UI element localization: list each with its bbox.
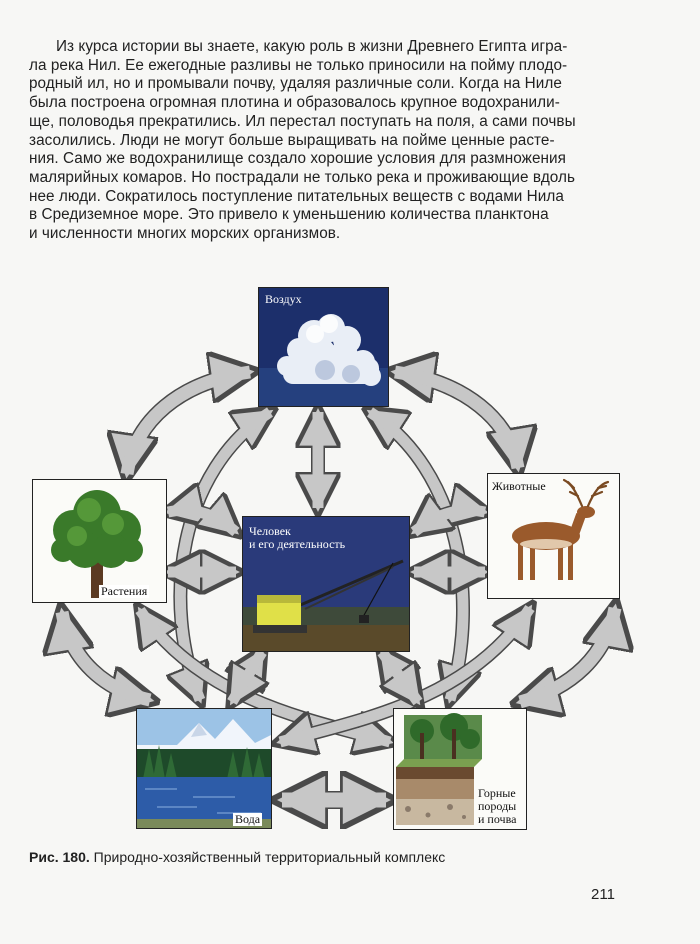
node-label bbox=[249, 525, 345, 551]
figure-caption-text: Природно-хозяйственный территориальный комплекс bbox=[93, 849, 446, 865]
paragraph-line: ния. Само же водохранилище создало хорошие условия для размножения bbox=[29, 150, 566, 168]
paragraph-line: и численности многих морских организмов. bbox=[29, 225, 341, 243]
node-plants bbox=[32, 479, 167, 603]
page-number: 211 bbox=[591, 886, 615, 903]
figure-number: Рис. 180. bbox=[29, 849, 90, 865]
paragraph-line: была построена огромная плотина и образовалось крупное водохранили- bbox=[29, 94, 560, 112]
paragraph-line: ла река Нил. Ее ежегодные разливы не только приносили на пойму плодо- bbox=[29, 56, 568, 74]
arrow-air-plants bbox=[127, 372, 250, 474]
node-label: Животные bbox=[492, 479, 546, 493]
paragraph-line: малярийных комаров. Но пострадали не только река и проживающие вдоль bbox=[29, 168, 576, 186]
figure-caption bbox=[29, 849, 445, 865]
node-label-text: Человек и его деятельность bbox=[249, 524, 346, 551]
river-image bbox=[137, 709, 271, 828]
paragraph-line: засолились. Люди не могут больше выращивать на пойме ценные расте- bbox=[29, 131, 555, 149]
node-rocks bbox=[393, 708, 527, 830]
node-human bbox=[242, 516, 410, 652]
arrow-animals-rocks bbox=[520, 608, 615, 702]
paragraph-line: ще, половодья прекратились. Ил перестал поступать на поля, а сами почвы bbox=[29, 112, 576, 130]
paragraph-line: в Средиземное море. Это привело к уменьшению количества планктона bbox=[29, 206, 549, 224]
arrow-plants-water bbox=[62, 612, 150, 700]
node-air bbox=[258, 287, 389, 407]
node-label bbox=[478, 787, 516, 826]
node-label: Растения bbox=[101, 584, 148, 598]
paragraph-line: Из курса истории вы знаете, какую роль в жизни Древнего Египта игра- bbox=[56, 38, 568, 55]
node-animals bbox=[487, 473, 620, 599]
node-label-text: Горные породы и почва bbox=[478, 786, 517, 826]
arrow-human-rocks bbox=[382, 652, 418, 702]
node-water bbox=[136, 708, 272, 829]
paragraph-line: нее люди. Сократилось поступление питательных веществ с водами Нила bbox=[29, 187, 564, 205]
paragraph-line: родный ил, но и промывали почву, удаляя различные соли. Когда на Ниле bbox=[29, 75, 562, 93]
node-label: Воздух bbox=[265, 292, 302, 306]
node-label: Вода bbox=[235, 812, 261, 826]
